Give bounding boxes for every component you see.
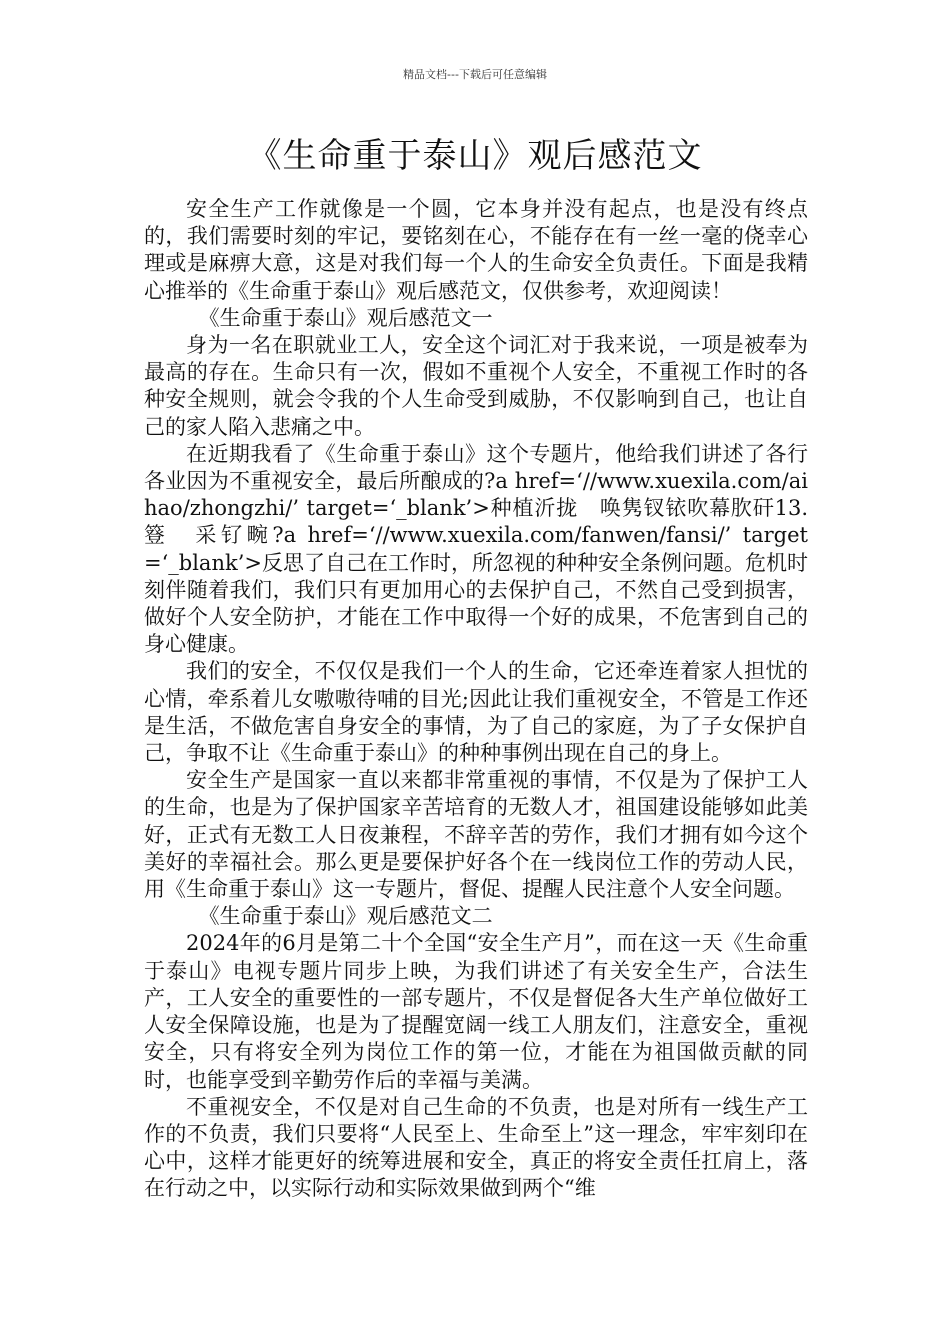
paragraph-intro: 安全生产工作就像是一个圆，它本身并没有起点，也是没有终点的，我们需要时刻的牢记，要铭刻在心，不能存在有一丝一毫的侥幸心理或是麻痹大意，这是对我们每一个人的生命安全负责任。下面是我精心推举的《生命重于泰山》观后感范文，仅供参考，欢迎阅读！ xyxy=(144,197,808,303)
section-heading-2: 《生命重于泰山》观后感范文二 xyxy=(198,904,493,929)
paragraph: 在近期我看了《生命重于泰山》这个专题片，他给我们讲述了各行各业因为不重视安全，最后所酿成的?a href=‘//www.xuexila.com/aihao/zhongzhi/’ target=‘_blank’>种植沂拢 唤隽钗铱吹幕肷矸13.簦 采钌畹?a href=‘//www.xuexila.com/fanwen/fansi/’ target=‘_blank’>反思了自己在工作时，所忽视的种种安全条例问题。危机时刻伴随着我们，我们只有更加用心的去保护自己，不然自己受到损害，做好个人安全防护，才能在工作中取得一个好的成果，不危害到自己的身心健康。 xyxy=(144,441,808,657)
paragraph: 不重视安全，不仅是对自己生命的不负责，也是对所有一线生产工作的不负责，我们只要将“人民至上、生命至上”这一理念，牢牢刻印在心中，这样才能更好的统筹进展和安全，真正的将安全责任扛肩上，落在行动之中，以实际行动和实际效果做到两个“维 xyxy=(144,1094,808,1201)
paragraph: 2024年的6月是第二十个全国“安全生产月”，而在这一天《生命重于泰山》电视专题片同步上映，为我们讲述了有关安全生产，合法生产，工人安全的重要性的一部专题片，不仅是督促各大生产单位做好工人安全保障设施，也是为了提醒宽阔一线工人朋友们，注意安全，重视安全，只有将安全列为岗位工作的第一位，才能在为祖国做贡献的同时，也能享受到辛勤劳作后的幸福与美满。 xyxy=(144,931,808,1092)
page-title: 《生命重于泰山》观后感范文 xyxy=(247,136,703,176)
page-header: 精品文档---下载后可任意编辑 xyxy=(403,68,547,81)
paragraph: 安全生产是国家一直以来都非常重视的事情，不仅是为了保护工人的生命，也是为了保护国家辛苦培育的无数人才，祖国建设能够如此美好，正式有无数工人日夜兼程，不辞辛苦的劳作，我们才拥有如今这个美好的幸福社会。那么更是要保护好各个在一线岗位工作的劳动人民，用《生命重于泰山》这一专题片，督促、提醒人民注意个人安全问题。 xyxy=(144,768,808,902)
article-body xyxy=(144,196,808,1203)
paragraph: 我们的安全，不仅仅是我们一个人的生命，它还牵连着家人担忧的心情，牵系着儿女嗷嗷待哺的目光;因此让我们重视安全，不管是工作还是生活，不做危害自身安全的事情，为了自己的家庭，为了子女保护自己，争取不让《生命重于泰山》的种种事例出现在自己的身上。 xyxy=(144,659,808,766)
section-heading-1: 《生命重于泰山》观后感范文一 xyxy=(198,305,493,330)
paragraph: 身为一名在职就业工人，安全这个词汇对于我来说，一项是被奉为最高的存在。生命只有一次，假如不重视个人安全，不重视工作时的各种安全规则，就会令我的个人生命受到威胁，不仅影响到自己，也让自己的家人陷入悲痛之中。 xyxy=(144,333,808,439)
